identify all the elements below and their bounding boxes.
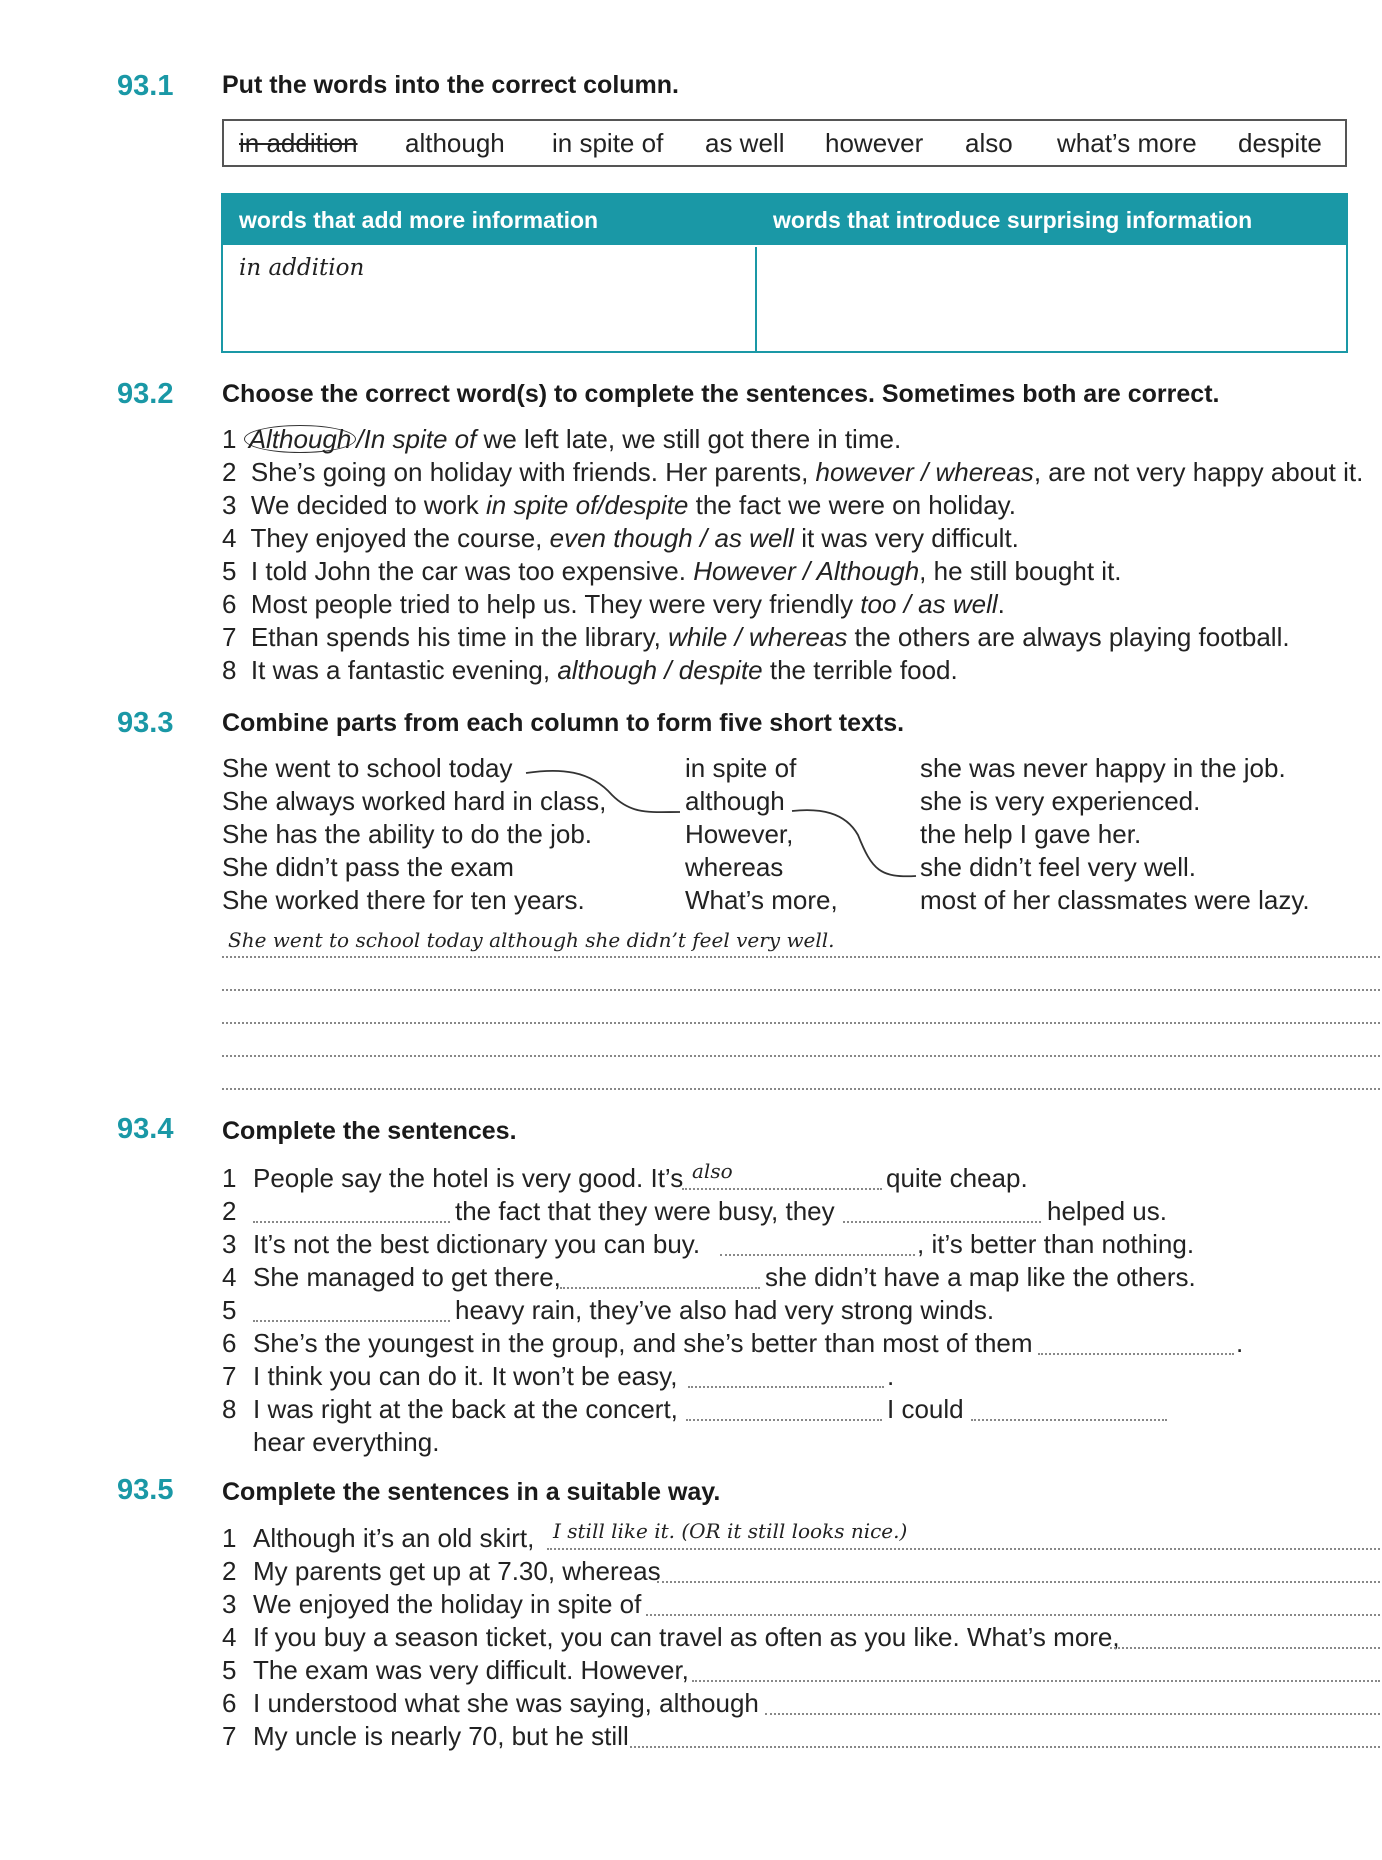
option-2[interactable]: as well bbox=[918, 589, 998, 619]
ex2-item-3: 3 We decided to work in spite of/despite the fact we were on holiday. bbox=[222, 490, 1016, 520]
ex2-item-8: 8 It was a fantastic evening, although / despite the terrible food. bbox=[222, 655, 958, 685]
ex3-col3-item-4: she didn’t feel very well. bbox=[920, 852, 1197, 882]
ex5-item-7-text: My uncle is nearly 70, but he still bbox=[253, 1721, 629, 1751]
ex2-item-1: 1 Although /In spite of we left late, we still got there in time. bbox=[222, 424, 902, 454]
ex5-item-7-number: 7 bbox=[222, 1721, 237, 1751]
table-answer-add-info: in addition bbox=[239, 255, 365, 281]
exercise-instruction-93-5: Complete the sentences in a suitable way. bbox=[222, 1478, 721, 1506]
exercise-instruction-93-1: Put the words into the correct column. bbox=[222, 71, 679, 99]
ex4-blank-2a[interactable] bbox=[253, 1221, 450, 1223]
ex3-col2-item-4: whereas bbox=[685, 852, 784, 882]
ex4-blank-2b[interactable] bbox=[843, 1221, 1041, 1223]
ex4-item-6-end: . bbox=[1236, 1328, 1244, 1358]
exercise-number-93-1: 93.1 bbox=[117, 70, 174, 102]
ex3-answer-line-1[interactable] bbox=[222, 956, 1380, 958]
ex5-blank-3[interactable] bbox=[646, 1614, 1380, 1616]
table-header-surprising-info: words that introduce surprising information bbox=[757, 195, 1346, 245]
ex5-item-4-number: 4 bbox=[222, 1622, 237, 1652]
ex5-item-2-text: My parents get up at 7.30, whereas bbox=[253, 1556, 661, 1586]
option-1[interactable]: However bbox=[693, 556, 796, 586]
ex4-blank-8b[interactable] bbox=[971, 1419, 1167, 1421]
ex3-example-answer: She went to school today although she didn’t feel very well. bbox=[228, 928, 835, 952]
ex4-item-4-text: She managed to get there, bbox=[253, 1262, 561, 1292]
ex4-item-7-number: 7 bbox=[222, 1361, 237, 1391]
ex3-col3-item-1: she was never happy in the job. bbox=[920, 753, 1286, 783]
ex4-item-2-text: the fact that they were busy, they bbox=[455, 1196, 835, 1226]
word-also: also bbox=[965, 128, 1013, 158]
ex5-item-5-text: The exam was very difficult. However, bbox=[253, 1655, 689, 1685]
ex4-blank-5[interactable] bbox=[253, 1320, 450, 1322]
ex4-item-6-number: 6 bbox=[222, 1328, 237, 1358]
option-2[interactable]: as well bbox=[714, 523, 794, 553]
ex5-item-3-number: 3 bbox=[222, 1589, 237, 1619]
ex4-item-2-end: helped us. bbox=[1047, 1196, 1167, 1226]
ex4-item-3-end: , it’s better than nothing. bbox=[917, 1229, 1195, 1259]
ex2-item-2: 2 She’s going on holiday with friends. Her parents, however / whereas, are not very happy about it. bbox=[222, 457, 1364, 487]
ex5-blank-6[interactable] bbox=[765, 1713, 1380, 1715]
ex5-blank-5[interactable] bbox=[692, 1680, 1380, 1682]
ex4-item-5-text: heavy rain, they’ve also had very strong winds. bbox=[455, 1295, 995, 1325]
option-1[interactable]: even though bbox=[549, 523, 693, 553]
ex4-item-3-text: It’s not the best dictionary you can buy. bbox=[253, 1229, 701, 1259]
ex3-col2-item-5: What’s more, bbox=[685, 885, 838, 915]
exercise-number-93-3: 93.3 bbox=[117, 707, 174, 739]
ex4-blank-7[interactable] bbox=[688, 1386, 884, 1388]
word-despite: despite bbox=[1238, 128, 1322, 158]
exercise-number-93-5: 93.5 bbox=[117, 1474, 174, 1506]
option-1[interactable]: in spite of bbox=[486, 490, 598, 520]
ex3-answer-line-3[interactable] bbox=[222, 1022, 1380, 1024]
ex5-item-1-number: 1 bbox=[222, 1523, 237, 1553]
ex4-item-7-end: . bbox=[887, 1361, 895, 1391]
table-header-add-info: words that add more information bbox=[223, 195, 755, 245]
word-in-addition: in addition bbox=[239, 128, 358, 158]
ex3-answer-line-5[interactable] bbox=[222, 1088, 1380, 1090]
ex4-item-8-end: hear everything. bbox=[253, 1427, 440, 1457]
exercise-number-93-2: 93.2 bbox=[117, 378, 174, 410]
option-1[interactable]: while bbox=[668, 622, 728, 652]
ex5-item-5-number: 5 bbox=[222, 1655, 237, 1685]
ex5-item-2-number: 2 bbox=[222, 1556, 237, 1586]
option-2[interactable]: despite bbox=[678, 655, 763, 685]
ex3-col3-item-3: the help I gave her. bbox=[920, 819, 1142, 849]
ex3-col2-item-3: However, bbox=[685, 819, 794, 849]
ex4-item-1-answer: also bbox=[692, 1159, 733, 1183]
ex3-col3-item-5: most of her classmates were lazy. bbox=[920, 885, 1310, 915]
word-in-spite-of: in spite of bbox=[552, 128, 664, 158]
ex4-item-5-number: 5 bbox=[222, 1295, 237, 1325]
ex4-blank-4[interactable] bbox=[560, 1287, 760, 1289]
word-whats-more: what’s more bbox=[1057, 128, 1197, 158]
ex2-item-6: 6 Most people tried to help us. They were very friendly too / as well. bbox=[222, 589, 1005, 619]
ex3-answer-line-4[interactable] bbox=[222, 1055, 1380, 1057]
ex4-blank-8a[interactable] bbox=[686, 1419, 882, 1421]
ex4-item-8-mid: I could bbox=[887, 1394, 964, 1424]
ex4-item-1-end: quite cheap. bbox=[886, 1163, 1028, 1193]
ex5-blank-2[interactable] bbox=[657, 1581, 1380, 1583]
connector-line-1 bbox=[526, 771, 680, 812]
ex5-blank-1[interactable] bbox=[547, 1548, 1380, 1550]
ex3-col2-item-1: in spite of bbox=[685, 753, 797, 783]
ex3-col2-item-2: although bbox=[685, 786, 785, 816]
ex3-col1-item-2: She always worked hard in class, bbox=[222, 786, 607, 816]
circled-answer[interactable]: Although bbox=[244, 425, 357, 453]
option-2[interactable]: In spite of bbox=[363, 424, 477, 454]
ex5-blank-7[interactable] bbox=[630, 1746, 1380, 1748]
ex3-col1-item-1: She went to school today bbox=[222, 753, 513, 783]
exercise-instruction-93-4: Complete the sentences. bbox=[222, 1117, 517, 1145]
ex4-item-3-number: 3 bbox=[222, 1229, 237, 1259]
exercise-instruction-93-3: Combine parts from each column to form five short texts. bbox=[222, 709, 905, 737]
option-1[interactable]: however bbox=[815, 457, 914, 487]
ex3-col3-item-2: she is very experienced. bbox=[920, 786, 1201, 816]
ex4-item-2-number: 2 bbox=[222, 1196, 237, 1226]
ex4-item-6-text: She’s the youngest in the group, and she’s better than most of them bbox=[253, 1328, 1033, 1358]
ex4-item-7-text: I think you can do it. It won’t be easy, bbox=[253, 1361, 678, 1391]
ex4-item-8-number: 8 bbox=[222, 1394, 237, 1424]
ex4-blank-1[interactable] bbox=[682, 1188, 882, 1190]
ex4-blank-3[interactable] bbox=[720, 1254, 915, 1256]
option-2[interactable]: despite bbox=[604, 490, 689, 520]
ex3-col1-item-5: She worked there for ten years. bbox=[222, 885, 585, 915]
option-2[interactable]: Although bbox=[816, 556, 920, 586]
ex4-item-1-number: 1 bbox=[222, 1163, 237, 1193]
ex4-item-1-text: People say the hotel is very good. It’s bbox=[253, 1163, 684, 1193]
option-2[interactable]: whereas bbox=[749, 622, 848, 652]
ex5-item-3-text: We enjoyed the holiday in spite of bbox=[253, 1589, 642, 1619]
ex5-item-4-text: If you buy a season ticket, you can travel as often as you like. What’s more, bbox=[253, 1622, 1120, 1652]
ex5-item-1-answer: I still like it. (OR it still looks nice.) bbox=[553, 1519, 908, 1543]
word-however: however bbox=[825, 128, 924, 158]
ex5-item-1-text: Although it’s an old skirt, bbox=[253, 1523, 535, 1553]
word-as-well: as well bbox=[705, 128, 785, 158]
ex3-col1-item-3: She has the ability to do the job. bbox=[222, 819, 593, 849]
ex5-item-6-number: 6 bbox=[222, 1688, 237, 1718]
ex4-blank-6[interactable] bbox=[1038, 1353, 1234, 1355]
ex2-item-7: 7 Ethan spends his time in the library, while / whereas the others are always playing football. bbox=[222, 622, 1290, 652]
ex4-item-4-number: 4 bbox=[222, 1262, 237, 1292]
option-2[interactable]: whereas bbox=[935, 457, 1034, 487]
exercise-instruction-93-2: Choose the correct word(s) to complete the sentences. Sometimes both are correct. bbox=[222, 380, 1220, 408]
ex4-item-4-end: she didn’t have a map like the others. bbox=[765, 1262, 1196, 1292]
exercise-number-93-4: 93.4 bbox=[117, 1113, 174, 1145]
ex3-answer-line-2[interactable] bbox=[222, 989, 1380, 991]
connector-line-2 bbox=[792, 810, 916, 876]
ex5-item-6-text: I understood what she was saying, although bbox=[253, 1688, 759, 1718]
ex2-item-4: 4 They enjoyed the course, even though / as well it was very difficult. bbox=[222, 523, 1019, 553]
ex2-item-5: 5 I told John the car was too expensive. However / Although, he still bought it. bbox=[222, 556, 1122, 586]
option-1[interactable]: too bbox=[860, 589, 897, 619]
option-1[interactable]: although bbox=[557, 655, 658, 685]
ex3-col1-item-4: She didn’t pass the exam bbox=[222, 852, 514, 882]
ex4-item-8-text: I was right at the back at the concert, bbox=[253, 1394, 678, 1424]
word-although: although bbox=[405, 128, 505, 158]
ex5-blank-4[interactable] bbox=[1110, 1647, 1380, 1649]
